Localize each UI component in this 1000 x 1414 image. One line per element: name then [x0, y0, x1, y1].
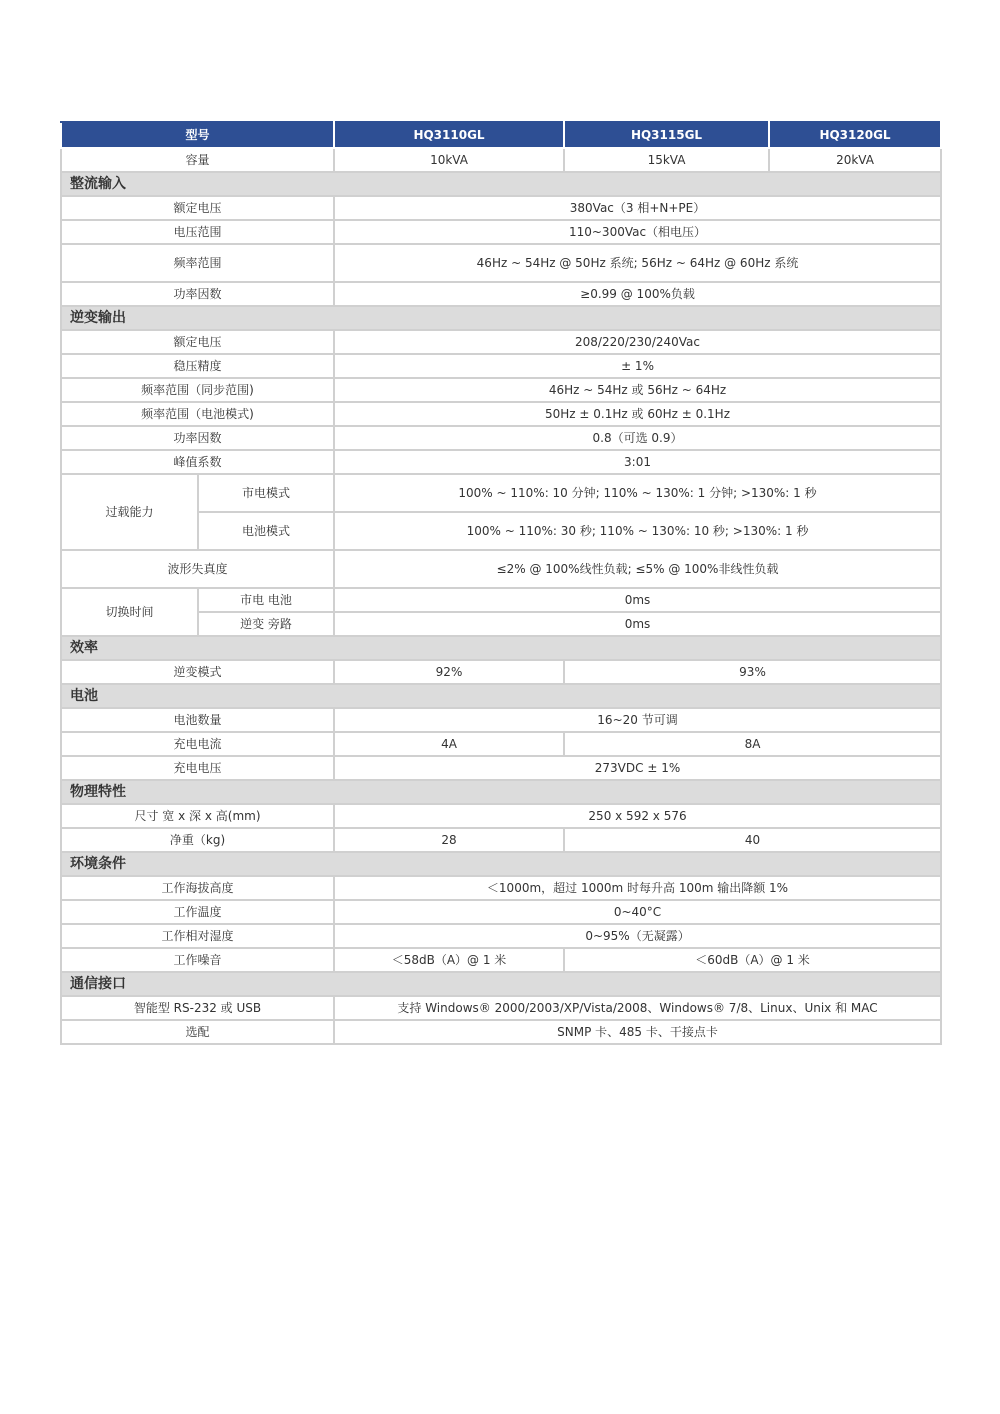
model-header: 型号 — [61, 122, 334, 148]
row-value: SNMP 卡、485 卡、干接点卡 — [334, 1020, 941, 1044]
row-value: 0.8（可选 0.9） — [334, 426, 941, 450]
model-1-header: HQ3110GL — [334, 122, 564, 148]
row-value: 0~40°C — [334, 900, 941, 924]
row-value: ± 1% — [334, 354, 941, 378]
row-value: 46Hz ~ 54Hz @ 50Hz 系统; 56Hz ~ 64Hz @ 60Hz 系统 — [334, 244, 941, 282]
row-value: 208/220/230/240Vac — [334, 330, 941, 354]
spec-row-transfer-mains — [61, 588, 941, 612]
row-label: 充电电流 — [61, 732, 334, 756]
row-value: ＜1000m，超过 1000m 时每升高 100m 输出降额 1% — [334, 876, 941, 900]
section-environment — [61, 852, 941, 876]
row-sublabel: 市电模式 — [198, 474, 334, 512]
row-value: 250 x 592 x 576 — [334, 804, 941, 828]
row-label: 电压范围 — [61, 220, 334, 244]
spec-row — [61, 378, 941, 402]
row-value: 3:01 — [334, 450, 941, 474]
spec-row — [61, 354, 941, 378]
row-value-1: 92% — [334, 660, 564, 684]
row-label: 峰值系数 — [61, 450, 334, 474]
section-physical — [61, 780, 941, 804]
capacity-row — [61, 148, 941, 172]
spec-row — [61, 220, 941, 244]
spec-row — [61, 828, 941, 852]
spec-row — [61, 282, 941, 306]
overload-label: 过载能力 — [61, 474, 198, 550]
spec-row — [61, 756, 941, 780]
row-label: 工作温度 — [61, 900, 334, 924]
row-value: 380Vac（3 相+N+PE） — [334, 196, 941, 220]
row-label: 逆变模式 — [61, 660, 334, 684]
row-value-2: 8A — [564, 732, 941, 756]
row-value: 0ms — [334, 588, 941, 612]
row-label: 工作相对湿度 — [61, 924, 334, 948]
row-value-1: 4A — [334, 732, 564, 756]
row-value: 0ms — [334, 612, 941, 636]
section-title: 效率 — [61, 636, 941, 660]
spec-row — [61, 196, 941, 220]
row-value: 支持 Windows® 2000/2003/XP/Vista/2008、Windows® 7/8、Linux、Unix 和 MAC — [334, 996, 941, 1020]
section-communication — [61, 972, 941, 996]
row-value: 100% ~ 110%: 30 秒; 110% ~ 130%: 10 秒; >130%: 1 秒 — [334, 512, 941, 550]
row-value: 16~20 节可调 — [334, 708, 941, 732]
row-value: 100% ~ 110%: 10 分钟; 110% ~ 130%: 1 分钟; >130%: 1 秒 — [334, 474, 941, 512]
spec-row — [61, 804, 941, 828]
row-label: 电池数量 — [61, 708, 334, 732]
row-label: 波形失真度 — [61, 550, 334, 588]
row-label: 智能型 RS-232 或 USB — [61, 996, 334, 1020]
spec-row-overload-mains — [61, 474, 941, 512]
row-value: 273VDC ± 1% — [334, 756, 941, 780]
row-value: 50Hz ± 0.1Hz 或 60Hz ± 0.1Hz — [334, 402, 941, 426]
transfer-label: 切换时间 — [61, 588, 198, 636]
row-label: 稳压精度 — [61, 354, 334, 378]
row-value-2: 93% — [564, 660, 941, 684]
capacity-value-2: 15kVA — [564, 148, 769, 172]
model-3-header: HQ3120GL — [769, 122, 941, 148]
row-label: 选配 — [61, 1020, 334, 1044]
section-efficiency — [61, 636, 941, 660]
spec-row — [61, 660, 941, 684]
row-sublabel: 市电 电池 — [198, 588, 334, 612]
spec-row — [61, 550, 941, 588]
section-inverter-output — [61, 306, 941, 330]
row-sublabel: 逆变 旁路 — [198, 612, 334, 636]
row-value: 46Hz ~ 54Hz 或 56Hz ~ 64Hz — [334, 378, 941, 402]
row-sublabel: 电池模式 — [198, 512, 334, 550]
row-label: 功率因数 — [61, 426, 334, 450]
row-label: 频率范围（电池模式) — [61, 402, 334, 426]
row-label: 额定电压 — [61, 330, 334, 354]
spec-row — [61, 996, 941, 1020]
section-battery — [61, 684, 941, 708]
spec-row — [61, 708, 941, 732]
spec-row — [61, 402, 941, 426]
row-value-1: 28 — [334, 828, 564, 852]
row-value-2: ＜60dB（A）@ 1 米 — [564, 948, 941, 972]
row-value: 110~300Vac（相电压） — [334, 220, 941, 244]
row-value-1: ＜58dB（A）@ 1 米 — [334, 948, 564, 972]
spec-row — [61, 330, 941, 354]
section-title: 整流输入 — [61, 172, 941, 196]
row-value: 0~95%（无凝露） — [334, 924, 941, 948]
section-title: 电池 — [61, 684, 941, 708]
spec-row — [61, 244, 941, 282]
row-label: 频率范围 — [61, 244, 334, 282]
row-label: 频率范围（同步范围) — [61, 378, 334, 402]
capacity-value-1: 10kVA — [334, 148, 564, 172]
row-value: ≤2% @ 100%线性负载; ≤5% @ 100%非线性负载 — [334, 550, 941, 588]
model-2-header: HQ3115GL — [564, 122, 769, 148]
row-label: 功率因数 — [61, 282, 334, 306]
spec-row — [61, 426, 941, 450]
section-rectifier-input — [61, 172, 941, 196]
header-row — [61, 122, 941, 148]
section-title: 逆变输出 — [61, 306, 941, 330]
spec-row — [61, 948, 941, 972]
capacity-label: 容量 — [61, 148, 334, 172]
spec-table — [60, 121, 942, 1045]
row-label: 净重（kg) — [61, 828, 334, 852]
spec-row — [61, 924, 941, 948]
row-value: ≥0.99 @ 100%负载 — [334, 282, 941, 306]
capacity-value-3: 20kVA — [769, 148, 941, 172]
spec-row — [61, 1020, 941, 1044]
section-title: 物理特性 — [61, 780, 941, 804]
spec-row — [61, 450, 941, 474]
row-label: 尺寸 宽 x 深 x 高(mm) — [61, 804, 334, 828]
spec-row — [61, 876, 941, 900]
row-value-2: 40 — [564, 828, 941, 852]
spec-row — [61, 900, 941, 924]
section-title: 通信接口 — [61, 972, 941, 996]
row-label: 工作噪音 — [61, 948, 334, 972]
section-title: 环境条件 — [61, 852, 941, 876]
row-label: 额定电压 — [61, 196, 334, 220]
row-label: 充电电压 — [61, 756, 334, 780]
spec-row — [61, 732, 941, 756]
row-label: 工作海拔高度 — [61, 876, 334, 900]
